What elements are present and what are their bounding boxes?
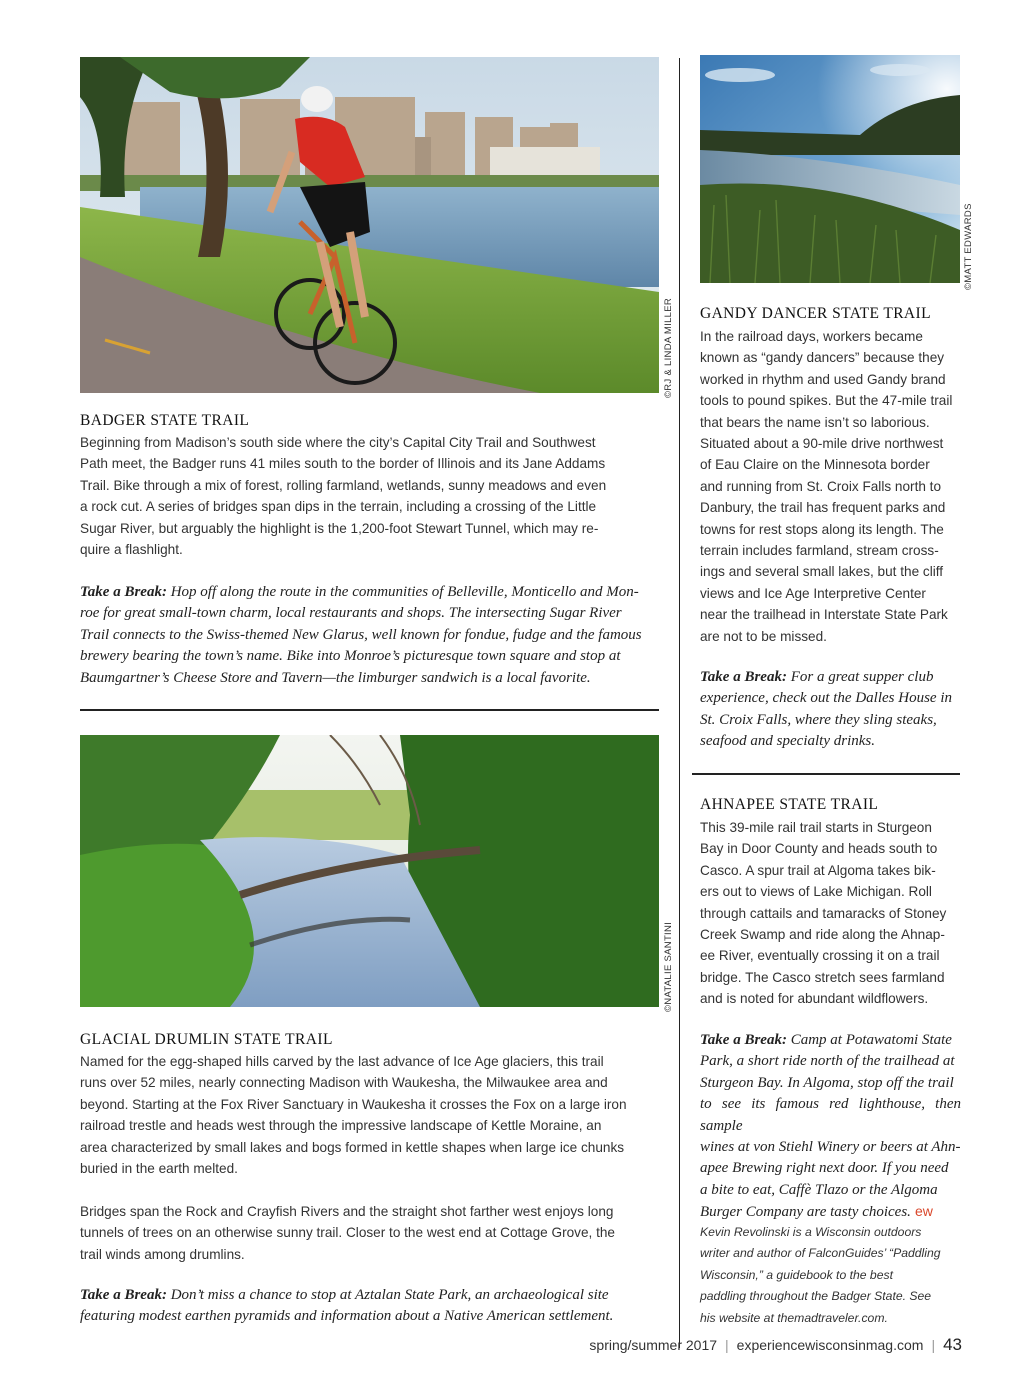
text-line: Casco. A spur trail at Algoma takes bik- [700,862,936,878]
text-line: of Eau Claire on the Minnesota border [700,457,930,473]
website-link[interactable]: experiencewisconsinmag.com [736,1337,924,1353]
take-a-break-label: Take a Break: [80,1287,167,1303]
text-line: a rock cut. A series of bridges span dips in the terrain, including a crossing of the Little [80,499,597,515]
text-line: Danbury, the trail has frequent parks and [700,500,946,516]
text-line: railroad trestle and heads west through the impressive landscape of Kettle Moraine, an [80,1118,602,1134]
text-line: trail winds among drumlins. [80,1246,245,1262]
section-divider-right [692,773,960,775]
footer-separator: | [725,1337,729,1353]
text-line: near the trailhead in Interstate State Park [700,607,948,623]
footer-separator: | [931,1337,936,1353]
text-line: quire a flashlight. [80,542,183,558]
glacial-body-2 [80,1201,659,1265]
text-line: paddling throughout the Badger State. See [700,1289,932,1304]
text-line: to see its famous red lighthouse, then sample [700,1096,961,1134]
text-line: Take a Break: For a great supper club [700,669,934,685]
text-line: a bite to eat, Caffè Tlazo or the Algoma [700,1181,938,1198]
text-line: runs over 52 miles, nearly connecting Madison with Waukesha, the Milwaukee area and [80,1075,608,1091]
marsh-landscape-photo [700,55,960,283]
text-line: views and Ice Age Interpretive Center [700,585,926,601]
issue-label: spring/summer 2017 [589,1337,718,1353]
text-line: Take a Break: Camp at Potawatomi State [700,1032,952,1048]
text-line: Baumgartner’s Cheese Store and Tavern—the limburger sandwich is a local favorite. [80,669,591,686]
river-fallen-tree-photo [80,735,659,1007]
take-a-break-label: Take a Break: [700,669,787,685]
text-line: Sugar River, but arguably the highlight is the 1,200-foot Stewart Tunnel, which may re- [80,520,599,536]
glacial-heading: GLACIAL DRUMLIN STATE TRAIL [80,1031,333,1048]
text-line: Named for the egg-shaped hills carved by the last advance of Ice Age glaciers, this trail [80,1054,604,1069]
text-line: seafood and specialty drinks. [700,733,875,750]
text-line: through cattails and tamaracks of Stoney [700,905,947,921]
glacial-take-a-break [80,1285,659,1328]
text-line: Take a Break: Hop off along the route in the communities of Belleville, Monticello and Mon- [80,584,639,600]
column-divider [679,58,680,1348]
badger-trail-photo [80,57,659,393]
text-line: Burger Company are tasty choices. ew [700,1203,933,1221]
ahnapee-body [700,817,961,1010]
text-line: ee River, eventually crossing it on a trail [700,948,940,964]
text-line: writer and author of FalconGuides’ “Paddling [700,1246,941,1261]
text-line: Kevin Revolinski is a Wisconsin outdoors [700,1225,922,1239]
gandy-take-a-break [700,667,961,753]
text-line: ers out to views of Lake Michigan. Roll [700,884,932,900]
text-line: Path meet, the Badger runs 41 miles south to the border of Illinois and its Jane Addams [80,456,606,472]
text-line: terrain includes farmland, stream cross- [700,543,939,559]
gandy-body [700,326,961,647]
text-line: ings and several small lakes, but the cliff [700,564,944,580]
author-bio [700,1222,961,1329]
text-line: Bay in Door County and heads south to [700,841,938,857]
text-line: Beginning from Madison’s south side where the city’s Capital City Trail and Southwest [80,435,596,450]
text-line: In the railroad days, workers became [700,329,923,344]
text-line: tunnels of trees on an otherwise sunny trail. Closer to the west end at Cottage Grove, the [80,1225,615,1241]
ahnapee-heading: AHNAPEE STATE TRAIL [700,796,879,813]
text-line: Wisconsin,” a guidebook to the best [700,1267,893,1282]
text-line: and is noted for abundant wildflowers. [700,991,929,1007]
text-line: that bears the name isn’t so laborious. [700,414,930,430]
text-line: Sturgeon Bay. In Algoma, stop off the trail [700,1074,954,1091]
text-line: known as “gandy dancers” because they [700,350,945,366]
text-line: This 39-mile rail trail starts in Sturgeon [700,820,932,835]
text-line: are not to be missed. [700,628,827,644]
glacial-trail-photo [80,735,659,1007]
gandy-trail-photo [700,55,960,283]
text-line: Park, a short ride north of the trailhead at [700,1053,955,1070]
text-line: area characterized by small lakes and bogs formed in kettle shapes when large ice chunks [80,1139,625,1155]
text-line: his website at themadtraveler.com. [700,1310,888,1325]
text-line: tools to pound spikes. But the 47-mile trail [700,393,953,409]
text-line: Bridges span the Rock and Crayfish Rivers and the straight shot farther west enjoys long [80,1204,614,1219]
badger-take-a-break [80,582,659,689]
text-line: wines at von Stiehl Winery or beers at Ahn- [700,1139,961,1156]
cyclist-lakeside-photo [80,57,659,393]
badger-body [80,432,659,560]
end-mark: ew [914,1203,933,1220]
text-line: buried in the earth melted. [80,1161,238,1177]
text-line: beyond. Starting at the Fox River Sanctuary in Waukesha it crosses the Fox on a large iron [80,1096,627,1112]
ahnapee-take-a-break [700,1030,961,1224]
take-a-break-label: Take a Break: [700,1032,787,1048]
photo-credit-gandy: ©MATT EDWARDS [963,203,974,290]
text-line: bridge. The Casco stretch sees farmland [700,969,945,985]
text-line: brewery bearing the town’s name. Bike into Monroe’s picturesque town square and stop at [80,648,621,665]
take-a-break-label: Take a Break: [80,584,167,600]
text-line: Trail connects to the Swiss-themed New Glarus, well known for fondue, fudge and the famous [80,626,642,643]
text-line: Situated about a 90-mile drive northwest [700,436,944,452]
text-line: towns for rest stops along its length. The [700,521,944,537]
text-line: apee Brewing right next door. If you need [700,1160,949,1177]
text-line: Take a Break: Don’t miss a chance to stop at Aztalan State Park, an archaeological site [80,1287,609,1303]
photo-credit-glacial: ©NATALIE SANTINI [663,921,674,1012]
text-line: Trail. Bike through a mix of forest, rolling farmland, wetlands, sunny meadows and even [80,477,607,493]
gandy-heading: GANDY DANCER STATE TRAIL [700,305,931,322]
text-line: experience, check out the Dalles House in [700,690,952,707]
text-line: worked in rhythm and used Gandy brand [700,371,946,387]
text-line: featuring modest earthen pyramids and information about a Native American settlement. [80,1308,614,1325]
section-divider-left [80,709,659,711]
page-number: 43 [943,1335,962,1354]
text-line: roe for great small-town charm, local restaurants and shops. The intersecting Sugar River [80,605,622,622]
page-footer [589,1335,962,1355]
text-line: Creek Swamp and ride along the Ahnap- [700,927,945,943]
text-line: and running from St. Croix Falls north to [700,478,942,494]
text-line: St. Croix Falls, where they sling steaks, [700,711,937,728]
badger-heading: BADGER STATE TRAIL [80,412,250,429]
glacial-body [80,1051,659,1179]
photo-credit-badger: ©RJ & LINDA MILLER [663,297,674,398]
